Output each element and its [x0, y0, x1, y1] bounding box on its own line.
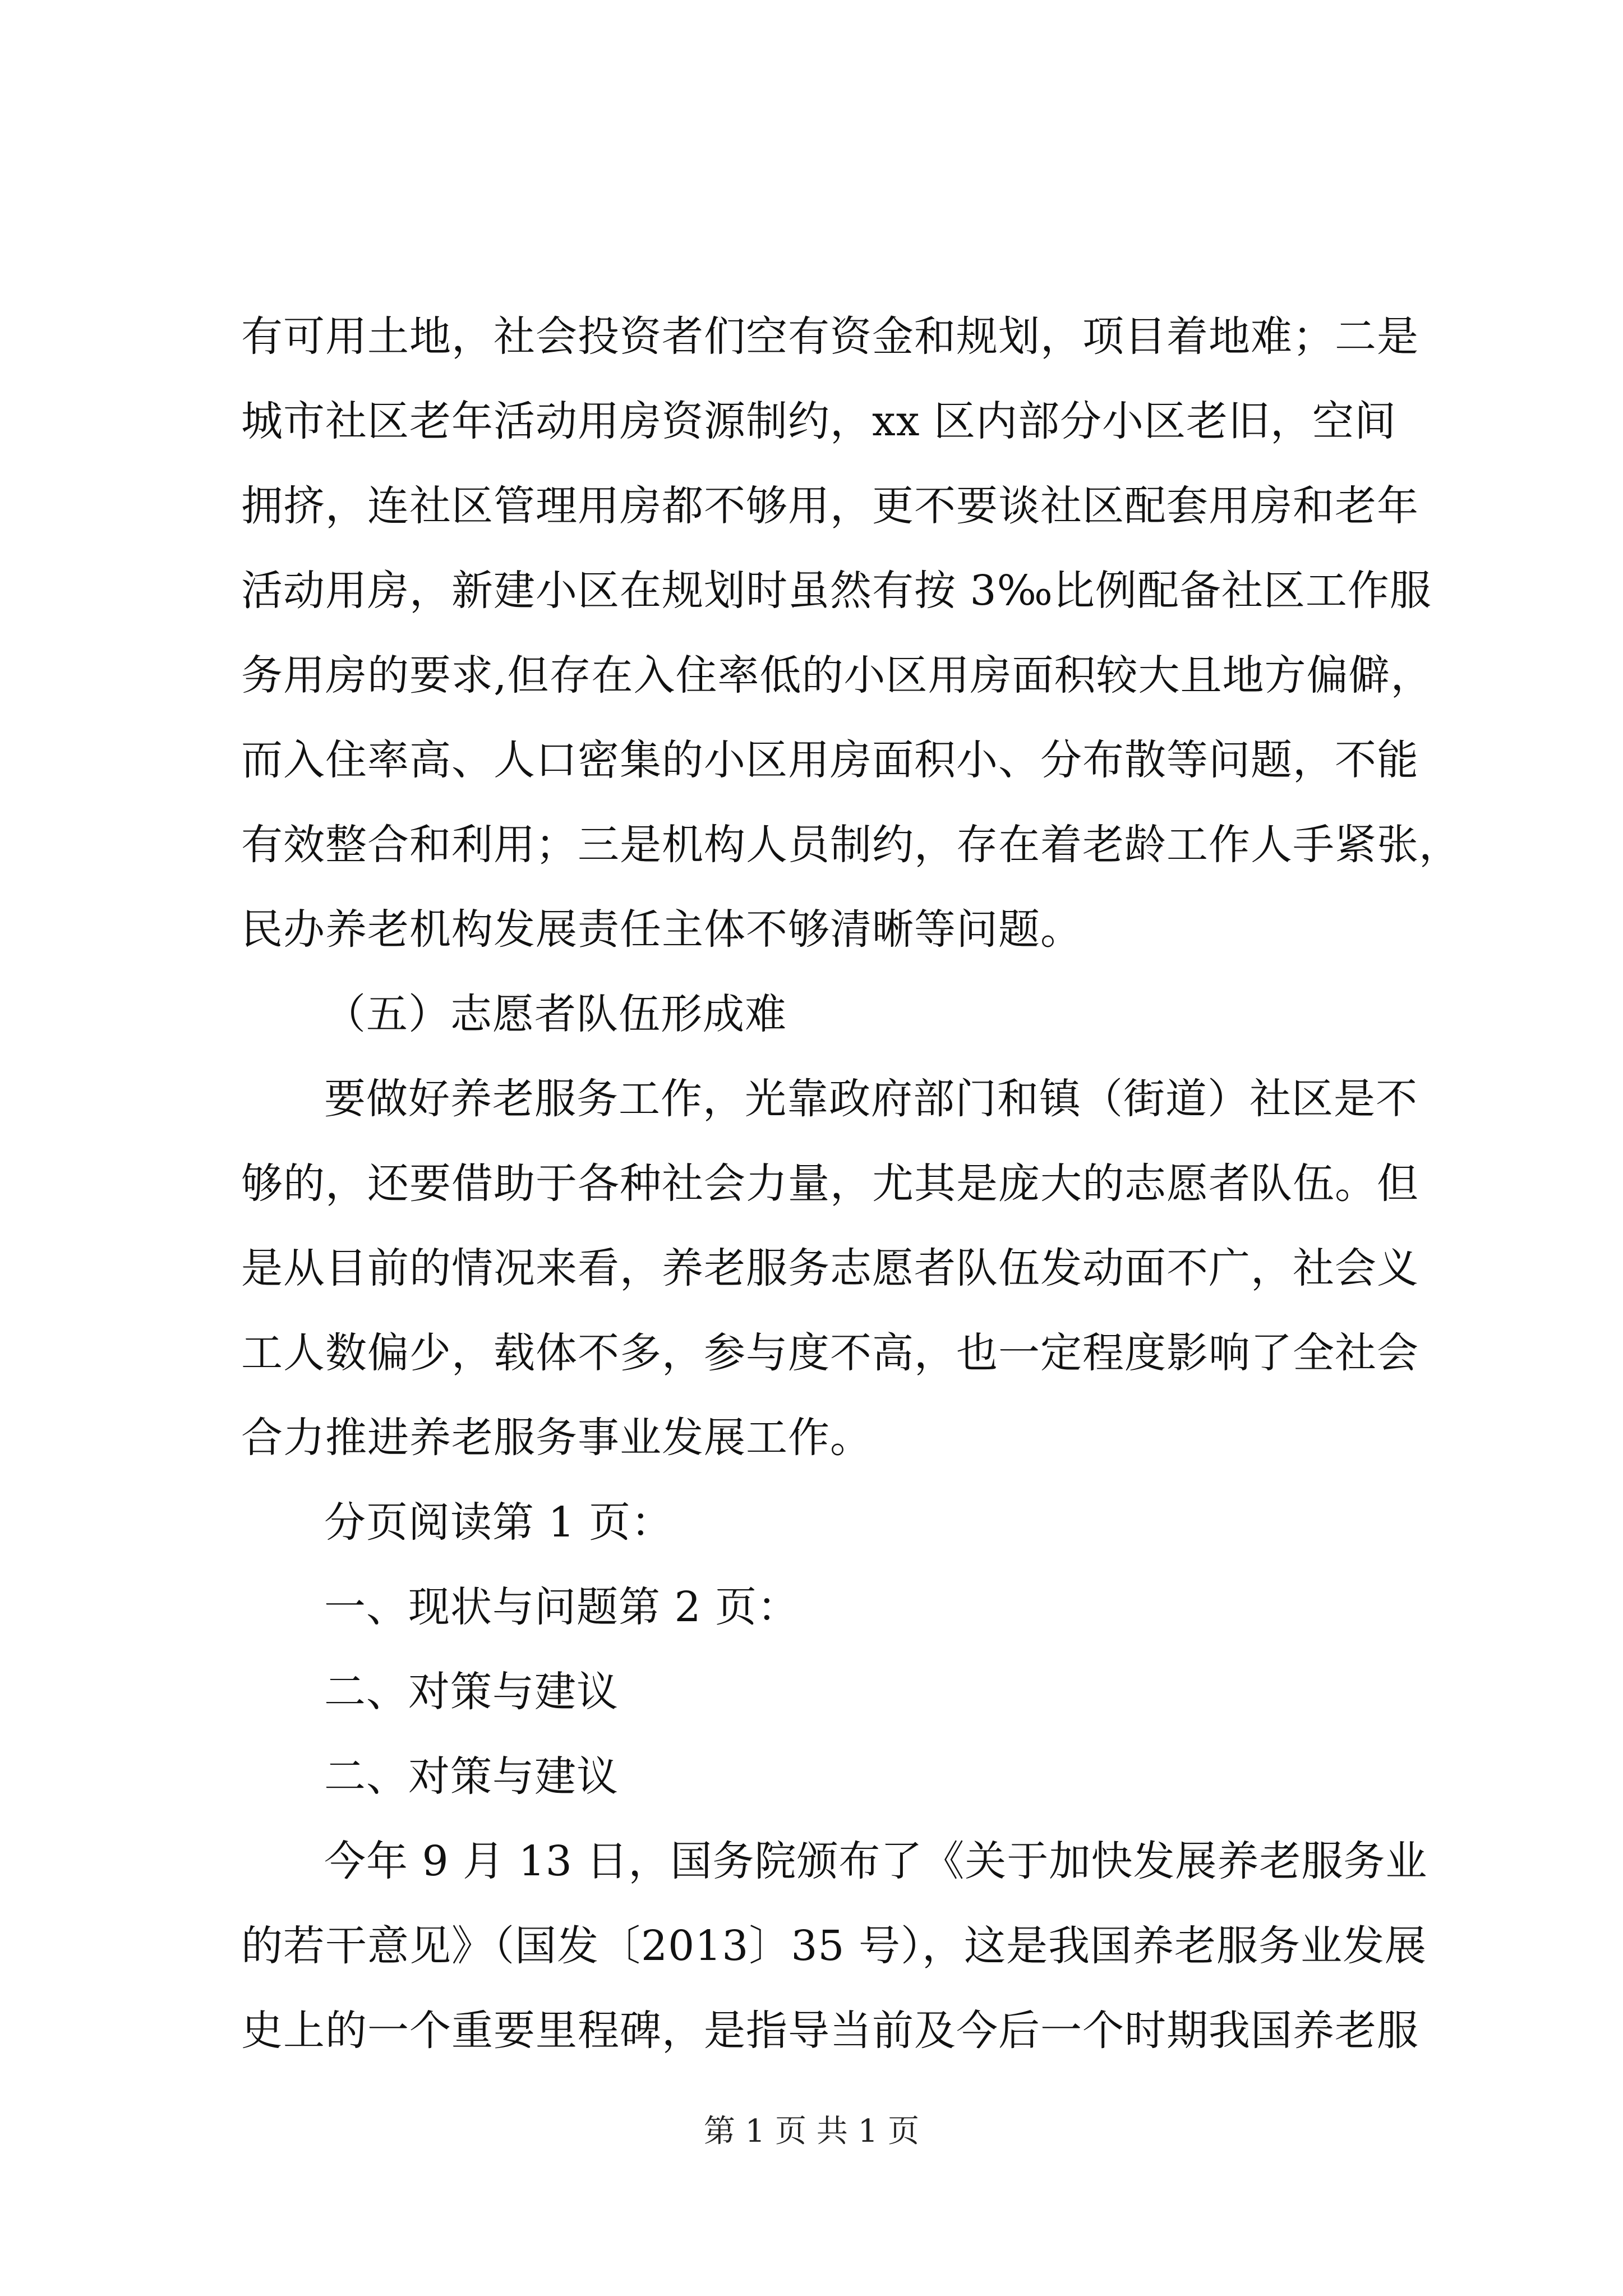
body-line: 城市社区老年活动用房资源制约，xx 区内部分小区老旧，空间 [241, 397, 1396, 445]
body-line: 是从目前的情况来看，养老服务志愿者队伍发动面不广，社会义 [241, 1244, 1419, 1292]
body-line: 够的，还要借助于各种社会力量，尤其是庞大的志愿者队伍。但 [241, 1159, 1419, 1208]
body-line: 合力推进养老服务事业发展工作。 [241, 1414, 872, 1462]
body-line: 有效整合和利用；三是机构人员制约，存在着老龄工作人手紧张， [241, 821, 1461, 869]
pagination-line: 一、现状与问题第 2 页： [324, 1583, 800, 1631]
body-line: 史上的一个重要里程碑，是指导当前及今后一个时期我国养老服 [241, 2007, 1419, 2055]
body-line: 拥挤，连社区管理用房都不够用，更不要谈社区配套用房和老年 [241, 482, 1419, 530]
body-line: 务用房的要求,但存在入住率低的小区用房面积较大且地方偏僻， [241, 651, 1433, 700]
body-line: 工人数偏少，载体不多，参与度不高，也一定程度影响了全社会 [241, 1329, 1419, 1377]
section-heading: （五）志愿者队伍形成难 [324, 990, 787, 1038]
body-line: 有可用土地，社会投资者们空有资金和规划，项目着地难；二是 [241, 312, 1419, 361]
body-line: 而入住率高、人口密集的小区用房面积小、分布散等问题，不能 [241, 736, 1419, 784]
body-line: 今年 9 月 13 日，国务院颁布了《关于加快发展养老服务业 [324, 1837, 1428, 1885]
document-body [241, 295, 1461, 2073]
section-heading: 二、对策与建议 [324, 1668, 619, 1716]
pagination-line: 分页阅读第 1 页： [324, 1498, 674, 1547]
body-line: 要做好养老服务工作，光靠政府部门和镇（街道）社区是不 [324, 1075, 1418, 1123]
body-line: 的若干意见》（国发〔2013〕35 号），这是我国养老服务业发展 [241, 1922, 1427, 1970]
section-heading: 二、对策与建议 [324, 1752, 619, 1801]
body-line: 民办养老机构发展责任主体不够清晰等问题。 [241, 905, 1082, 954]
page-footer: 第 1 页 共 1 页 [703, 2113, 920, 2150]
body-line: 活动用房，新建小区在规划时虽然有按 3‰比例配备社区工作服 [241, 567, 1432, 615]
